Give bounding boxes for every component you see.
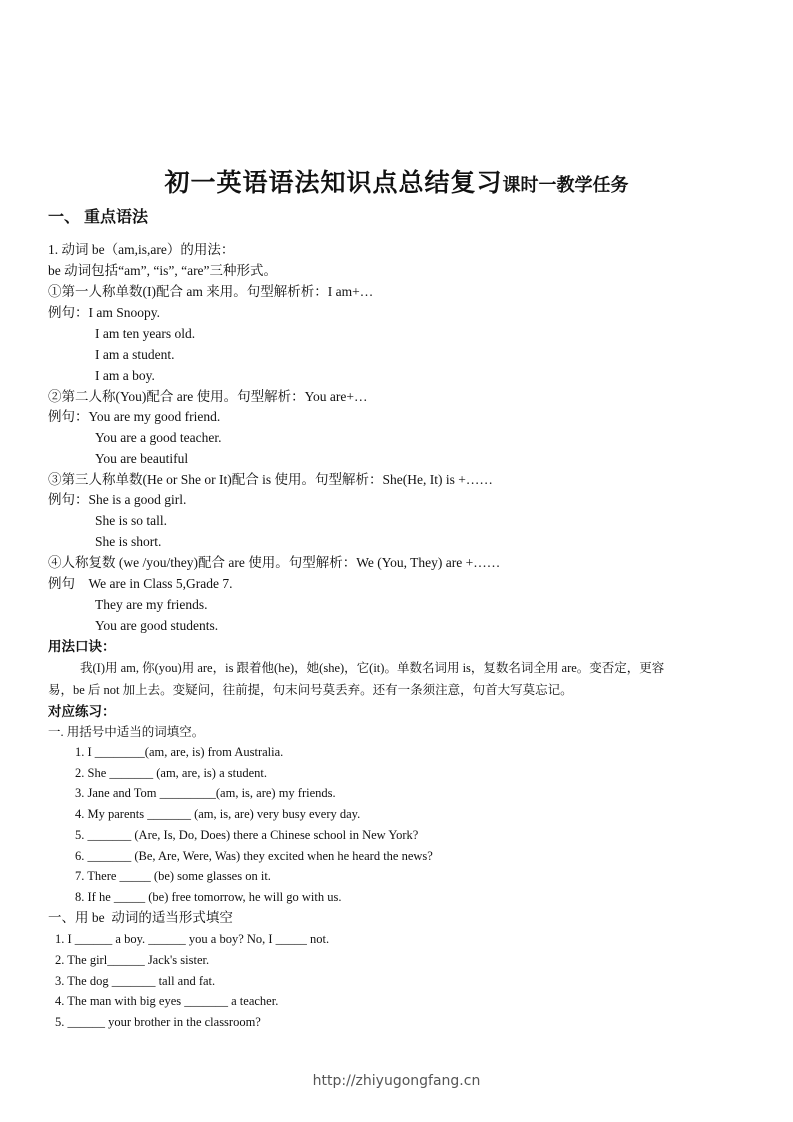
title-suffix: 课时一教学任务	[502, 175, 629, 195]
exercise-item: 5. ______ your brother in the classroom?	[55, 1015, 261, 1029]
exercise-item: 4. The man with big eyes _______ a teacher.	[55, 994, 279, 1008]
exercise-item: 8. If he _____ (be) free tomorrow, he will go with us.	[75, 890, 342, 904]
exercise-item: 1. I ______ a boy. ______ you a boy? No, I _____ not.	[55, 932, 330, 946]
example-line: She is short.	[95, 534, 162, 549]
exercise-item: 4. My parents _______ (am, is, are) very busy every day.	[75, 807, 361, 821]
footer-url[interactable]: http://zhiyugongfang.cn	[312, 1073, 481, 1089]
exercise-item: 5. _______ (Are, Is, Do, Does) there a Chinese school in New York?	[75, 828, 419, 842]
example-line: 例句：You are my good friend.	[48, 409, 221, 424]
title-main: 初一英语语法知识点总结复习	[164, 170, 503, 197]
rule-plural: ④人称复数 (we /you/they)配合 are 使用。句型解析：We (You, They) are +……	[48, 555, 501, 570]
exercise-item: 2. The girl______ Jack's sister.	[55, 953, 210, 967]
example-line: She is so tall.	[95, 513, 168, 528]
example-line: You are beautiful	[95, 451, 189, 466]
example-line: I am ten years old.	[95, 326, 196, 341]
exercise-part1-title: 一. 用括号中适当的词填空。	[48, 725, 205, 739]
rule-first-person: ①第一人称单数(I)配合 am 来用。句型解析析：I am+…	[48, 284, 374, 299]
exercise-item: 1. I ________(am, are, is) from Australia.	[75, 745, 284, 759]
mnemonic-heading: 用法口诀：	[48, 639, 116, 654]
exercise-item: 3. Jane and Tom _________(am, is, are) my friends.	[75, 786, 336, 800]
example-line: They are my friends.	[95, 597, 208, 612]
mnemonic-line: 易，be 后 not 加上去。变疑问，往前提，句末问号莫丢弃。还有一条须注意，句首大写莫忘记。	[48, 683, 573, 697]
exercise-item: 7. There _____ (be) some glasses on it.	[75, 869, 271, 883]
exercise-item: 6. _______ (Be, Are, Were, Was) they excited when he heard the news?	[75, 849, 433, 863]
example-line: 例句：I am Snoopy.	[48, 305, 160, 320]
be-verb-intro: 1. 动词 be（am,is,are）的用法：	[48, 242, 235, 257]
rule-third-person: ③第三人称单数(He or She or It)配合 is 使用。句型解析：She(He, It) is +……	[48, 472, 493, 487]
example-line: I am a boy.	[95, 368, 155, 383]
exercises-heading: 对应练习：	[48, 704, 116, 719]
example-line: 例句 We are in Class 5,Grade 7.	[48, 576, 233, 591]
exercise-part2-title: 一、用 be 动词的适当形式填空	[48, 910, 233, 925]
example-line: I am a student.	[95, 347, 175, 362]
exercise-item: 2. She _______ (am, are, is) a student.	[75, 766, 267, 780]
mnemonic-line: 我(I)用 am, 你(you)用 are，is 跟着他(he)，她(she)，它(it)。单数名词用 is，复数名词全用 are。变否定，更容	[80, 661, 665, 675]
exercise-item: 3. The dog _______ tall and fat.	[55, 974, 216, 988]
section-heading: 一、 重点语法	[48, 209, 149, 226]
page-title	[0, 163, 793, 199]
be-verb-forms: be 动词包括“am”, “is”, “are”三种形式。	[48, 263, 278, 278]
example-line: You are a good teacher.	[95, 430, 222, 445]
rule-second-person: ②第二人称(You)配合 are 使用。句型解析：You are+…	[48, 389, 368, 404]
example-line: 例句：She is a good girl.	[48, 492, 187, 507]
example-line: You are good students.	[95, 618, 219, 633]
